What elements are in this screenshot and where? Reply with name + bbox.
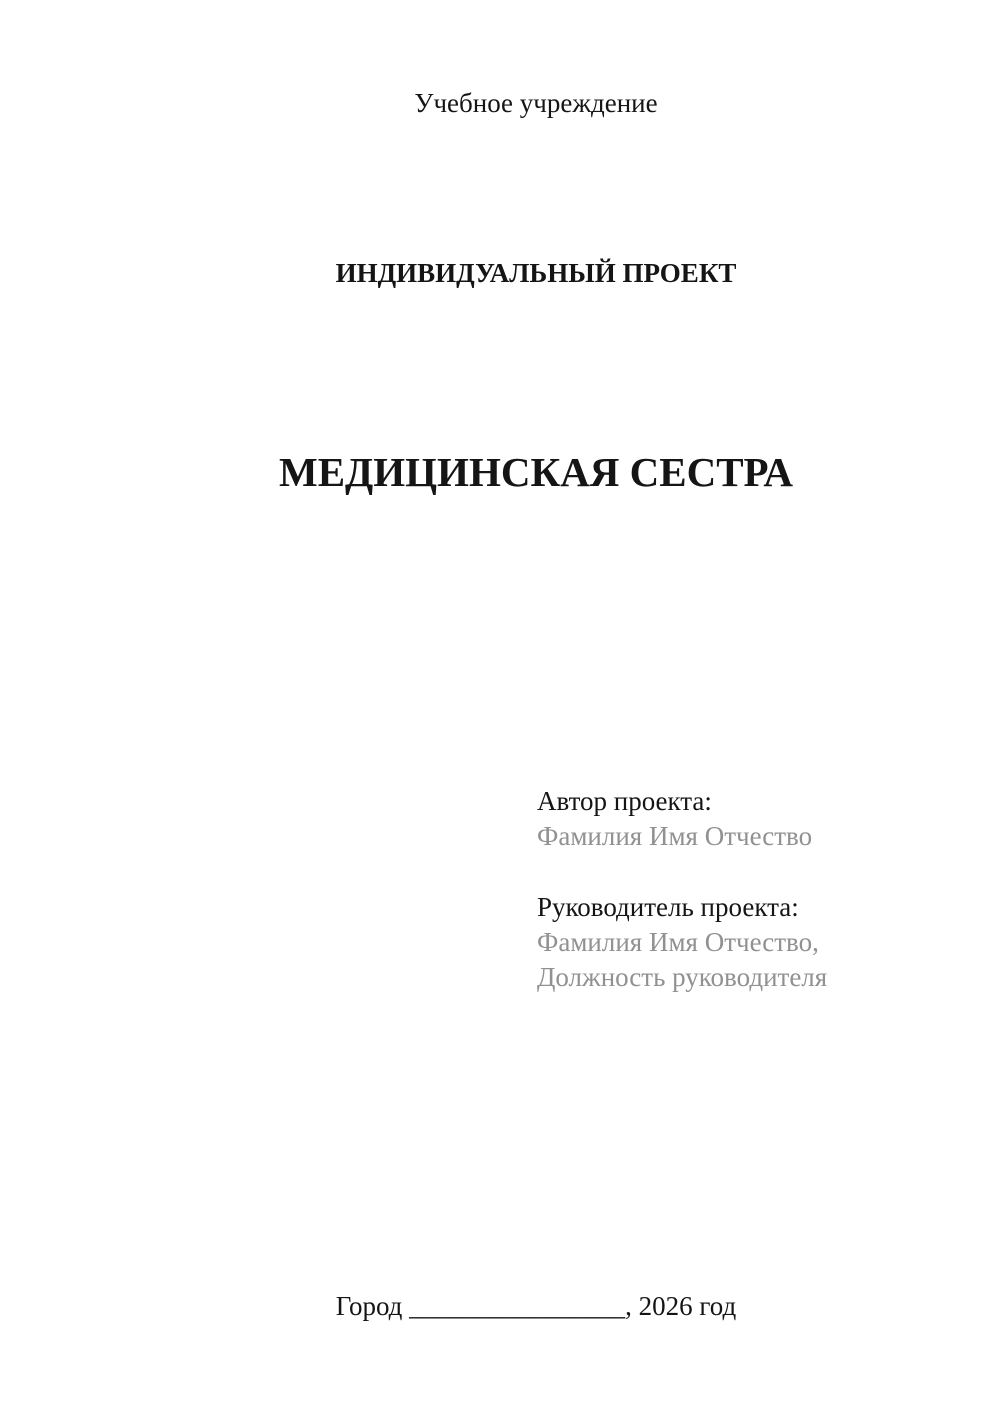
supervisor-name-placeholder: Фамилия Имя Отчество, [537, 927, 819, 957]
supervisor-label: Руководитель проекта: [537, 892, 799, 922]
city-blank-line: ________________ [409, 1291, 626, 1321]
credits-block [537, 784, 827, 995]
year-suffix: , 2026 год [625, 1291, 737, 1321]
page-content-area [143, 0, 929, 1414]
institution-name: Учебное учреждение [414, 88, 658, 118]
project-type-heading: ИНДИВИДУАЛЬНЫЙ ПРОЕКТ [335, 258, 737, 288]
author-label: Автор проекта: [537, 786, 712, 816]
city-label: Город [335, 1291, 403, 1321]
author-name-placeholder: Фамилия Имя Отчество [537, 821, 813, 851]
project-title: МЕДИЦИНСКАЯ СЕСТРА [279, 449, 793, 495]
supervisor-position-placeholder: Должность руководителя [537, 962, 828, 992]
city-year-line [143, 1289, 929, 1324]
